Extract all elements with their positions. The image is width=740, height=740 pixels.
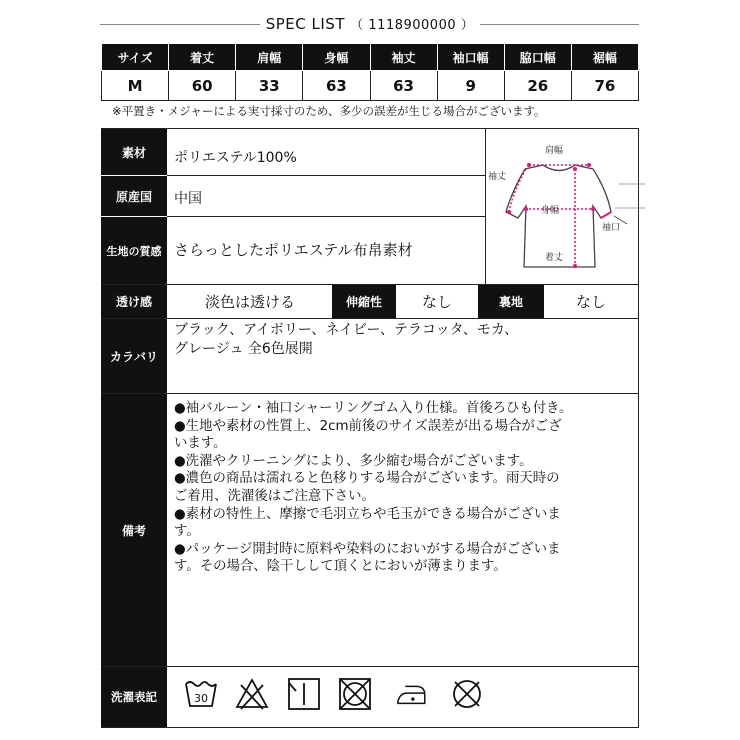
- size-value: M: [102, 71, 169, 101]
- spec-list-label: SPEC LIST: [265, 15, 345, 33]
- detail-bottom-border: [101, 727, 639, 728]
- tshirt-outline-icon: [485, 136, 645, 286]
- sheer-label: 透け感: [101, 285, 167, 318]
- origin-value: 中国: [174, 191, 202, 207]
- lining-value: なし: [575, 293, 606, 311]
- remark-item: ●素材の特性上、摩擦で毛羽立ちや毛玉ができる場合がございま す。: [174, 506, 561, 540]
- shoulder-value: 33: [236, 71, 303, 101]
- sheer-value: 淡色は透ける: [204, 293, 295, 311]
- spec-list-title: [0, 14, 740, 33]
- body-width-label: 身幅: [541, 206, 560, 216]
- size-header-sleeve: 袖丈: [370, 44, 437, 71]
- stretch-value: なし: [421, 293, 452, 311]
- remark-item: ●洗濯やクリーニングにより、多少縮む場合がございます。: [174, 453, 533, 469]
- material-value: ポリエステル100%: [174, 150, 297, 166]
- remark-item: ●生地や素材の性質上、2cm前後のサイズ誤差が出る場合がござ います。: [174, 418, 562, 452]
- row-divider: [101, 393, 639, 394]
- garment-measurement-diagram: [485, 136, 645, 286]
- cuff-label: 袖口: [602, 223, 621, 233]
- hand-wash-30-icon: [184, 677, 218, 711]
- texture-value: さらっとしたポリエステル布帛素材: [174, 241, 413, 259]
- size-header-shoulder: 肩幅: [236, 44, 303, 71]
- size-table: [101, 43, 639, 101]
- size-header-armhole: 脇口幅: [504, 44, 571, 71]
- row-divider: [167, 216, 485, 217]
- length-value: 60: [169, 71, 236, 101]
- row-divider: [101, 666, 639, 667]
- remark-item: ●濃色の商品は濡れると色移りする場合がございます。雨天時の ご着用、洗濯後はご注意下さい。: [174, 471, 560, 504]
- iron-low-icon: [395, 677, 429, 711]
- care-label: 洗濯表記: [101, 667, 167, 727]
- size-table-row: [102, 71, 639, 101]
- texture-label: 生地の質感: [101, 217, 167, 284]
- remark-item: ●袖バルーン・袖口シャーリングゴム入り仕様。首後ろひも付き。: [174, 401, 573, 416]
- remark-item: ●パッケージ開封時に原料や染料のにおいがする場合がございま す。その場合、陰干しして頂くとにおいが薄まります。: [174, 541, 561, 575]
- body-value: 63: [303, 71, 370, 101]
- shoulder-label: 肩幅: [545, 146, 564, 156]
- size-header-body: 身幅: [303, 44, 370, 71]
- material-label: 素材: [101, 129, 167, 175]
- row-divider: [167, 175, 485, 176]
- detail-top-border: [101, 128, 639, 129]
- color-line-1: ブラック、アイボリー、ネイビー、テラコッタ、モカ、: [174, 322, 519, 338]
- color-label: カラバリ: [101, 319, 167, 393]
- wash-temperature: 30: [194, 692, 208, 705]
- armhole-value: 26: [504, 71, 571, 101]
- size-table-header-row: [102, 44, 639, 71]
- no-dry-clean-icon: [450, 677, 484, 711]
- sleeve-value: 63: [370, 71, 437, 101]
- origin-label: 原産国: [101, 176, 167, 216]
- size-header-hem: 裾幅: [571, 44, 638, 71]
- color-line-2: グレージュ 全6色展開: [174, 341, 313, 357]
- cuff-value: 9: [437, 71, 504, 101]
- lining-label: 裏地: [478, 285, 544, 318]
- size-header-cuff: 袖口幅: [437, 44, 504, 71]
- size-header-length: 着丈: [169, 44, 236, 71]
- no-bleach-icon: [235, 677, 269, 711]
- no-tumble-dry-icon: [338, 677, 372, 711]
- measurement-note: ※平置き・メジャーによる実寸採寸のため、多少の誤差が生じる場合がございます。: [112, 104, 546, 118]
- stretch-label: 伸縮性: [332, 285, 396, 318]
- length-label: 着丈: [545, 253, 564, 263]
- remarks-label: 備考: [101, 394, 167, 666]
- sleeve-label: 袖丈: [488, 172, 507, 182]
- remarks-list: [174, 400, 636, 576]
- size-header-size: サイズ: [102, 44, 169, 71]
- product-code: （ 1118900000 ）: [350, 18, 475, 33]
- row-divider: [101, 318, 639, 319]
- hem-value: 76: [571, 71, 638, 101]
- hang-dry-icon: [287, 677, 321, 711]
